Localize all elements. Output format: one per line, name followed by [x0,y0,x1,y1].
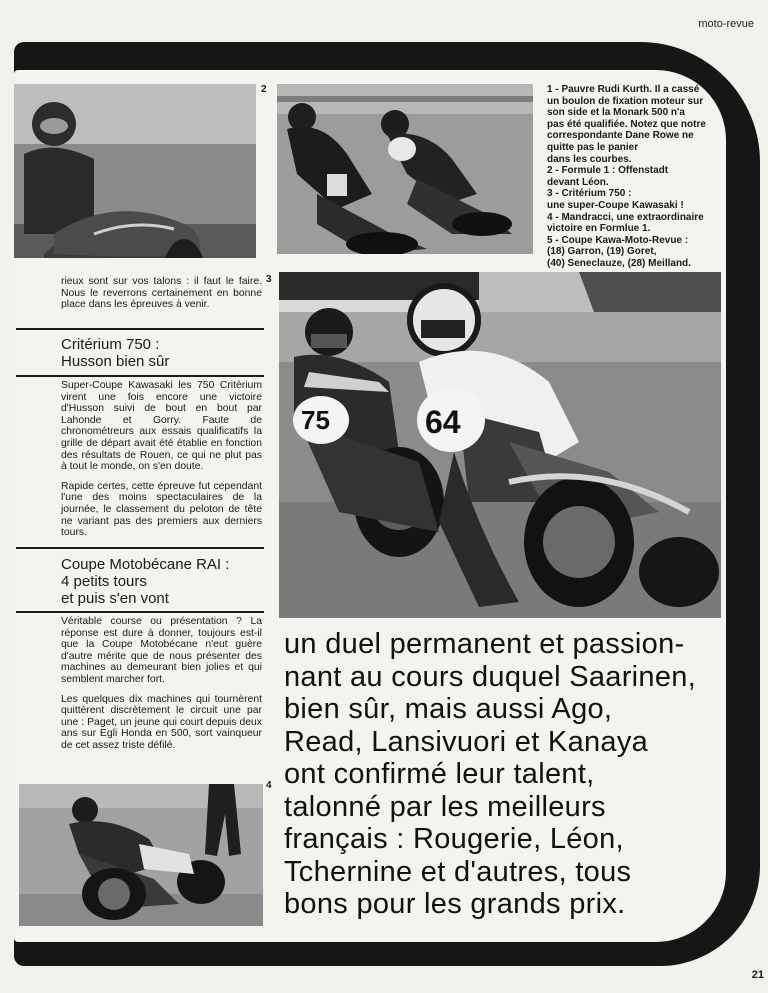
section-title-motobecane [61,556,229,607]
race-plate-64: 64 [425,404,461,440]
section-body-criterium [61,380,262,547]
section-title-line: Husson bien sûr [61,353,170,370]
photo-2-number: 2 [261,84,267,95]
caption-line: victoire en Formlue 1. [547,223,651,235]
caption-line: pas été qualifiée. Notez que notre [547,118,706,130]
section-title-line: Coupe Motobécane RAI : [61,556,230,573]
intro-text [61,276,262,319]
section-title-line: et puis s'en vont [61,590,169,607]
quote-line: français : Rougerie, Léon, [284,823,624,855]
body-paragraph: Super-Coupe Kawasaki les 750 Critérium virent une fois encore une victoire d'Husson suivi de bout en bout par Lahonde et Gorry. Faute de chronométreurs aux essais qualificatifs la grille de départ avait été établie en fonction des résultats de Rouen, ce qui ne plut pas à tout le monde, on s'en doute. [61,380,262,473]
section-title-line: Critérium 750 : [61,336,160,353]
body-paragraph: Véritable course ou présentation ? La réponse est dure à donner, toujours est-il que la Coupe Motobécane n'eut guère d'autre mérite que de nous présenter des machines au demeurant bien jolies et qui semblent marcher fort. [61,616,262,685]
masthead: moto-revue [698,18,754,30]
page-number: 21 [751,969,764,981]
photo-2-riders [277,84,533,254]
body-paragraph: Les quelques dix machines qui tournèrent quittèrent discrètement le circuit une par une : Paget, un jeune qui court depuis deux ans sur Egli Honda en 500, sort vainqueur de cet assez triste défilé. [61,693,262,751]
caption-line: une super-Coupe Kawasaki ! [547,199,684,211]
caption-line: correspondante Dane Rowe ne [547,130,694,142]
photo-1-sidecar [14,84,256,258]
section-divider [16,375,264,377]
photo-3-number: 3 [266,274,272,285]
caption-line: 2 - Formule 1 : Offenstadt [547,165,669,177]
photo-3-riders-75-64 [279,272,721,618]
quote-line: Read, Lansivuori et Kanaya [284,725,649,758]
caption-line: un boulon de fixation moteur sur [547,95,704,107]
section-body-motobecane [61,616,262,760]
quote-line: un duel permanent et passion- [284,628,685,660]
caption-line: 3 - Critérium 750 : [547,188,632,200]
section-divider [16,611,264,613]
quote-line: bons pour les grands prix. [284,888,626,920]
caption-line: (18) Garron, (19) Goret, [547,246,657,258]
intro-paragraph: rieux sont sur vos talons : il faut le faire. Nous le reverrons certainement en bonne place dans les épreuves à venir. [61,276,262,311]
caption-line: 5 - Coupe Kawa-Moto-Revue : [547,234,689,246]
caption-line: (40) Seneclauze, (28) Meilland. [547,257,691,269]
section-title-criterium [61,336,169,370]
race-plate-75: 75 [301,405,330,435]
caption-line: 1 - Pauvre Rudi Kurth. Il a cassé [547,84,700,95]
photo-4-number: 4 [266,780,272,791]
caption-line: son side et la Monark 500 n'a [547,107,685,119]
quote-line: talonné par les meilleurs [284,790,606,823]
quote-line: nant au cours duquel Saarinen, [284,660,697,693]
section-divider [16,547,264,549]
body-paragraph: Rapide certes, cette épreuve fut cependant l'une des moins spectaculaires de la journée, le classement du peloton de tête ne variant pas des premiers aux derniers tours. [61,480,262,539]
caption-line: devant Léon. [547,176,609,188]
caption-line: quitte pas le panier [547,141,639,153]
quote-line: ont confirmé leur talent, [284,758,595,790]
caption-line: dans les courbes. [547,153,632,165]
quote-line: bien sûr, mais aussi Ago, [284,693,613,725]
photo-captions [547,84,727,270]
caption-line: 4 - Mandracci, une extraordinaire [547,211,704,223]
quote-line: Tchernine et d'autres, tous [284,855,632,888]
pull-quote [284,628,734,921]
section-title-line: 4 petits tours [61,573,147,590]
section-divider [16,328,264,330]
photo-4-rider [19,784,263,926]
